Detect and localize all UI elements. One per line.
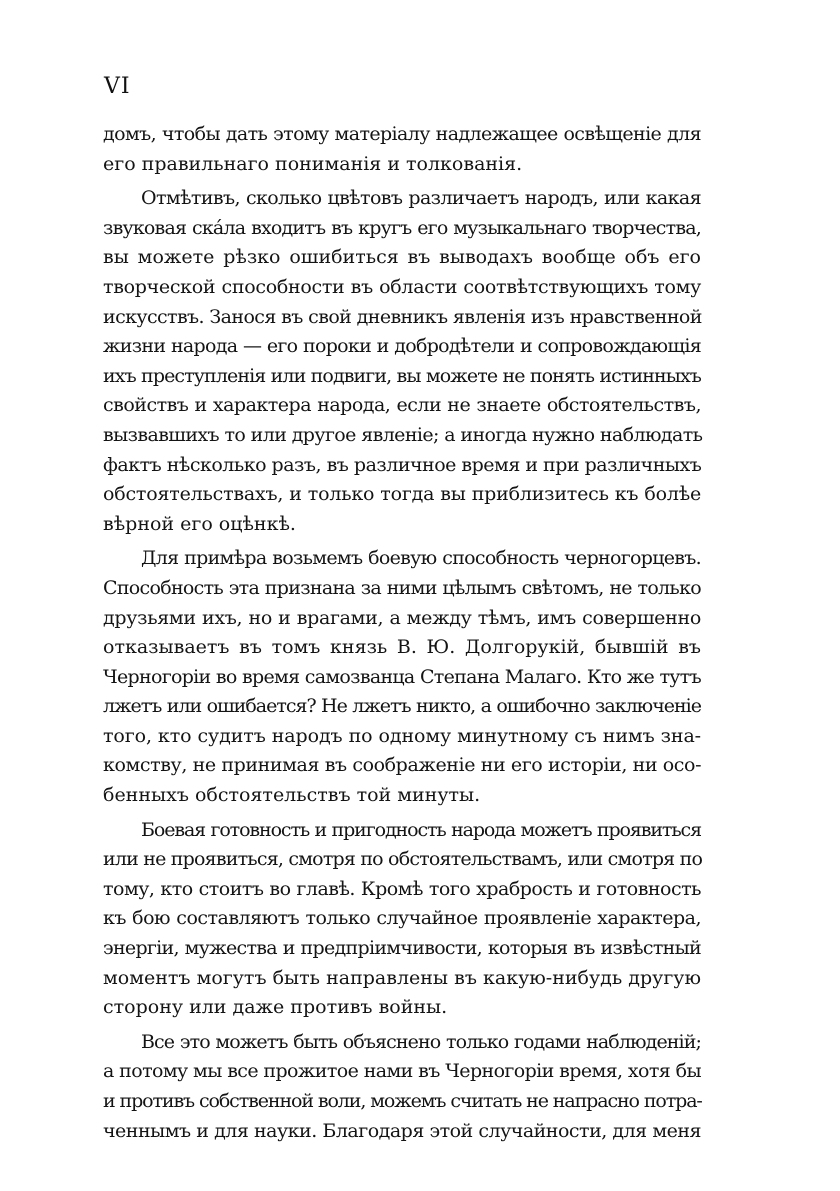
text-line-content: Для примѣра возьмемъ боевую способность черногорцевъ.	[141, 547, 701, 570]
text-line: домъ, чтобы дать этому матеріалу надлежащее освѣщеніе для	[103, 123, 701, 145]
text-line-content: Все это можетъ быть объяснено только годами наблюденій;	[141, 1030, 701, 1053]
text-line: моментъ могутъ быть направлены въ какую-нибудь другую	[103, 966, 701, 989]
text-line: фактъ нѣсколько разъ, въ различное время и при различныхъ	[103, 453, 702, 476]
text-line: или не проявиться, смотря по обстоятельствамъ, или смотря по	[103, 848, 703, 871]
text-line-content: Отмѣтивъ, сколько цвѣтовъ различаетъ народъ, или какая	[141, 187, 701, 210]
text-line	[103, 1028, 701, 1058]
text-line: жизни народа — его пороки и добродѣтели и сопровождающія	[103, 335, 701, 358]
text-line: комству, не принимая въ соображеніе ни его исторіи, ни осо-	[103, 754, 702, 777]
text-line: того, кто судитъ народъ по одному минутному съ нимъ зна-	[103, 724, 701, 747]
page-number: VI	[104, 74, 131, 99]
paragraph-3	[103, 544, 701, 810]
text-line: вызвавшихъ то или другое явленіе; а иногда нужно наблюдать	[103, 423, 703, 446]
body-text	[103, 120, 701, 1146]
text-line: творческой способности въ области соотвѣтствующихъ тому	[103, 275, 701, 298]
text-line: тому, кто стоитъ во главѣ. Кромѣ того храбрость и готовность	[103, 877, 701, 900]
text-line: сторону или даже противъ войны.	[103, 996, 448, 1019]
text-line: къ бою составляютъ только случайное проявленіе характера,	[103, 907, 701, 930]
text-line: вы можете рѣзко ошибиться въ выводахъ вообще объ его	[103, 246, 701, 269]
text-line: бенныхъ обстоятельствъ той минуты.	[103, 784, 481, 807]
text-line-content: Боевая готовность и пригодность народа можетъ проявиться	[141, 818, 701, 841]
text-line	[103, 184, 701, 214]
text-line: ихъ преступленія или подвиги, вы можете не понять истинныхъ	[103, 364, 701, 387]
text-line: друзьями ихъ, но и врагами, а между тѣмъ, имъ совершенно	[103, 606, 701, 629]
text-line: Способность эта признана за ними цѣлымъ свѣтомъ, не только	[103, 576, 701, 599]
text-line: искусствъ. Занося въ свой дневникъ явленія изъ нравственной	[103, 305, 702, 328]
text-line: лжетъ или ошибается? Не лжетъ никто, а ошибочно заключеніе	[103, 695, 701, 718]
paragraph-1	[103, 120, 701, 179]
text-line: свойствъ и характера народа, если не знаете обстоятельствъ,	[103, 394, 701, 417]
text-line: а потому мы все прожитое нами въ Черногоріи время, хотя бы	[103, 1060, 701, 1083]
text-line: его правильнаго пониманія и толкованія.	[103, 152, 523, 175]
text-line: отказываетъ въ томъ князь В. Ю. Долгорукій, бывшій въ	[103, 636, 701, 659]
text-line: звуковая скáла входитъ въ кругъ его музыкальнаго творчества,	[103, 216, 701, 239]
paragraph-5	[103, 1028, 701, 1146]
text-line: ченнымъ и для науки. Благодаря этой случайности, для меня	[103, 1119, 701, 1142]
text-line	[103, 816, 701, 846]
text-line: вѣрной его оцѣнкѣ.	[103, 512, 296, 535]
paragraph-4	[103, 816, 701, 1023]
paragraph-2	[103, 184, 701, 539]
text-line: и противъ собственной воли, можемъ считать не напрасно потра-	[103, 1090, 702, 1112]
text-line: энергіи, мужества и предпріимчивости, которыя въ извѣстный	[103, 937, 701, 960]
text-line	[103, 544, 701, 574]
text-line: обстоятельствахъ, и только тогда вы приблизитесь къ болѣе	[103, 483, 701, 506]
text-line: Черногоріи во время самозванца Степана Малаго. Кто же тутъ	[103, 665, 701, 688]
